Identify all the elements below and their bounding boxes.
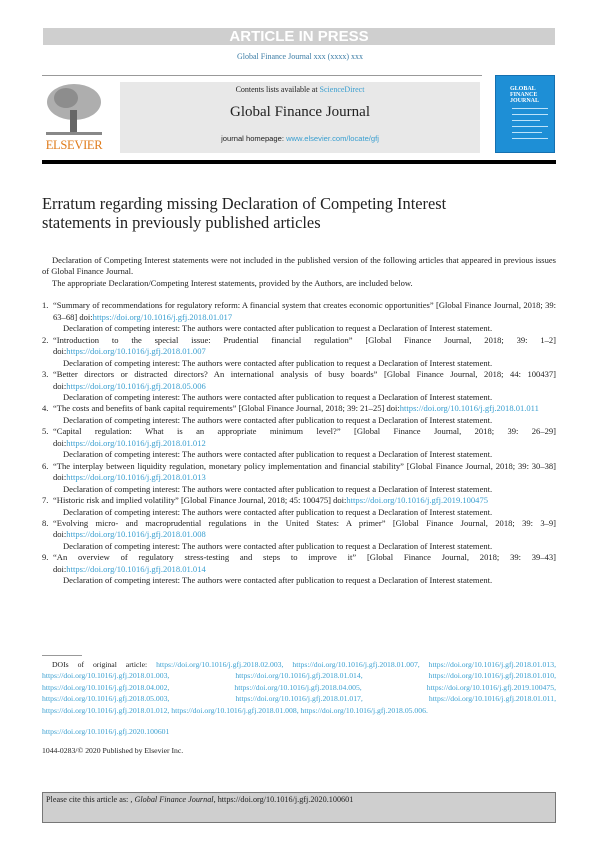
article-body	[42, 255, 556, 587]
list-item	[42, 300, 556, 334]
item-citation: “Summary of recommendations for regulatory reform: A financial system that creates economic opportunities” [Global Finance Journal, 2018; 39: 63–68] doi:	[53, 300, 556, 322]
copyright: 1044-0283/© 2020 Published by Elsevier Inc.	[42, 746, 184, 755]
item-declaration: Declaration of competing interest: The authors were contacted after publication to request a Declaration of Interest statement.	[63, 357, 493, 368]
item-doi-link[interactable]: https://doi.org/10.1016/j.gfj.2018.05.006	[66, 380, 206, 391]
item-number: 6.	[42, 460, 49, 471]
item-declaration: Declaration of competing interest: The authors were contacted after publication to request a Declaration of Interest statement.	[63, 575, 493, 586]
item-doi-link[interactable]: https://doi.org/10.1016/j.gfj.2018.01.013	[66, 472, 206, 483]
journal-name: Global Finance Journal	[230, 104, 370, 120]
item-citation: “The costs and benefits of bank capital requirements” [Global Finance Journal, 2018; 39: 21–25] doi:	[53, 403, 400, 414]
footnote-label: DOIs of original article:	[52, 660, 157, 669]
list-item	[42, 518, 556, 552]
item-citation: “Better directors or distracted directors? An international analysis of busy boards” [Global Finance Journal, 2018; 44: 100437] doi:	[53, 369, 556, 391]
list-item	[42, 369, 556, 403]
item-declaration: Declaration of competing interest: The authors were contacted after publication to request a Declaration of Interest statement.	[63, 323, 493, 334]
article-doi-link[interactable]: https://doi.org/10.1016/j.gfj.2020.100601	[42, 727, 170, 736]
list-item	[42, 403, 556, 426]
item-declaration: Declaration of competing interest: The authors were contacted after publication to request a Declaration of Interest statement.	[63, 414, 493, 425]
elsevier-wordmark: ELSEVIER	[45, 138, 103, 152]
journal-header	[120, 82, 480, 153]
item-citation: “Historic risk and implied volatility” [Global Finance Journal, 2018; 45: 100475] doi:	[53, 495, 347, 506]
original-dois-links[interactable]: https://doi.org/10.1016/j.gfj.2018.02.003, https://doi.org/10.1016/j.gfj.2018.01.007, https://doi.org/10.1016/j.gfj.2018.01.013, https://doi.org/10.1016/j.gfj.2018.01.003, https://doi.org/10.1016/j.gfj.2018.01.014, https://doi.org/10.1016/j.gfj.2018.01.010, https://doi.org/10.1016/j.gfj.2018.04.002, https://doi.org/10.1016/j.gfj.2018.04.005, https://doi.org/10.1016/j.gfj.2019.100475, https://doi.org/10.1016/j.gfj.2018.05.003, https://doi.org/10.1016/j.gfj.2018.01.017, https://doi.org/10.1016/j.gfj.2018.01.011, https://doi.org/10.1016/j.gfj.2018.01.012, https://doi.org/10.1016/j.gfj.2018.01.008, https://doi.org/10.1016/j.gfj.2018.05.006.	[42, 660, 556, 715]
item-citation: “The interplay between liquidity regulation, monetary policy implementation and financial stability” [Global Finance Journal, 2018; 39: 30–38] doi:	[53, 460, 556, 483]
list-item	[42, 335, 556, 369]
contents-label: Contents lists available at	[235, 85, 320, 94]
cite-prefix: Please cite this article as: ,	[46, 795, 135, 804]
item-declaration: Declaration of competing interest: The authors were contacted after publication to request a Declaration of Interest statement.	[63, 449, 493, 460]
header-rule	[42, 75, 482, 76]
intro-paragraph: Declaration of Competing Interest statements were not included in the published version of the following articles that appeared in previous issues of Global Finance Journal.	[42, 255, 556, 277]
article-in-press-banner: ARTICLE IN PRESS	[43, 28, 555, 45]
item-declaration: Declaration of competing interest: The authors were contacted after publication to request a Declaration of Interest statement.	[63, 391, 493, 402]
item-number: 4.	[42, 403, 49, 414]
homepage-label: journal homepage:	[221, 134, 287, 143]
item-citation: “An overview of regulatory stress-testing and steps to improve it” [Global Finance Journal, 2018; 39: 39–43] doi:	[53, 552, 556, 574]
sciencedirect-link[interactable]: ScienceDirect	[319, 85, 365, 94]
list-item	[42, 495, 556, 518]
list-item	[42, 426, 556, 460]
journal-cover[interactable]	[495, 75, 555, 153]
article-list	[42, 300, 556, 586]
journal-reference[interactable]: Global Finance Journal xxx (xxxx) xxx	[237, 52, 363, 61]
tree-icon	[44, 82, 104, 138]
item-number: 8.	[42, 517, 49, 528]
cite-journal: Global Finance Journal	[134, 795, 214, 804]
cite-suffix: , https://doi.org/10.1016/j.gfj.2020.100601	[213, 795, 354, 804]
item-doi-link[interactable]: https://doi.org/10.1016/j.gfj.2018.01.007	[66, 346, 206, 357]
item-doi-link[interactable]: https://doi.org/10.1016/j.gfj.2019.100475	[346, 495, 488, 506]
article-title: Erratum regarding missing Declaration of Competing Interest statements in previously published articles	[42, 194, 447, 232]
item-citation: “Evolving micro- and macroprudential regulations in the United States: A primer” [Global Finance Journal, 2018; 39: 3–9] doi:	[53, 517, 556, 540]
cite-box	[42, 792, 556, 823]
list-item	[42, 461, 556, 495]
item-citation: “Introduction to the special issue: Prudential financial regulation” [Global Finance Journal, 2018; 39: 1–2] doi:	[53, 334, 556, 357]
item-number: 5.	[42, 426, 49, 437]
item-number: 2.	[42, 334, 49, 345]
item-number: 9.	[42, 552, 49, 563]
header-thick-rule	[42, 160, 556, 164]
cover-title: GLOBAL FINANCE JOURNAL	[510, 86, 540, 104]
item-doi-link[interactable]: https://doi.org/10.1016/j.gfj.2018.01.017	[92, 311, 233, 322]
intro-paragraph: The appropriate Declaration/Competing Interest statements, provided by the Authors, are included below.	[52, 277, 413, 288]
item-citation: “Capital regulation: What is an appropriate minimum level?” [Global Finance Journal, 2018; 39: 26–29] doi:	[53, 426, 556, 448]
item-declaration: Declaration of competing interest: The authors were contacted after publication to request a Declaration of Interest statement.	[63, 483, 493, 494]
item-number: 3.	[42, 369, 49, 380]
footnote	[42, 659, 556, 716]
list-item	[42, 552, 556, 586]
item-doi-link[interactable]: https://doi.org/10.1016/j.gfj.2018.01.014	[66, 563, 206, 574]
footnote-rule	[42, 655, 82, 656]
item-doi-link[interactable]: https://doi.org/10.1016/j.gfj.2018.01.011	[399, 403, 539, 414]
item-doi-link[interactable]: https://doi.org/10.1016/j.gfj.2018.01.008	[66, 529, 206, 540]
item-declaration: Declaration of competing interest: The authors were contacted after publication to request a Declaration of Interest statement.	[63, 540, 493, 551]
item-declaration: Declaration of competing interest: The authors were contacted after publication to request a Declaration of Interest statement.	[63, 506, 493, 517]
item-doi-link[interactable]: https://doi.org/10.1016/j.gfj.2018.01.012	[66, 437, 206, 448]
elsevier-logo	[42, 82, 106, 154]
homepage-link[interactable]: www.elsevier.com/locate/gfj	[286, 134, 379, 143]
item-number: 7.	[42, 495, 49, 506]
item-number: 1.	[42, 300, 49, 311]
